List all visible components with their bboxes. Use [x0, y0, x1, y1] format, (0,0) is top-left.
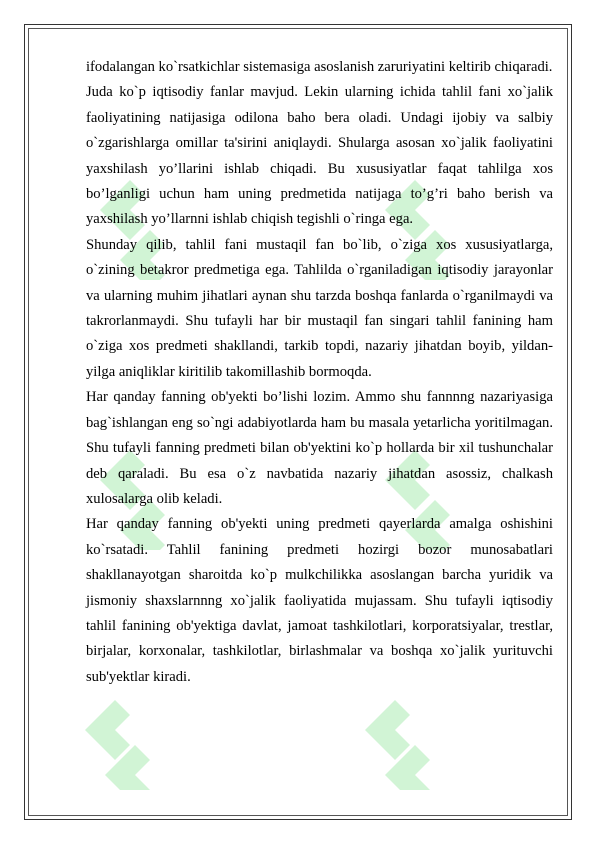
paragraph-1: ifodalangan ko`rsatkichlar sistemasiga asoslanish zaruriyatini keltirib chiqaradi.: [86, 59, 553, 75]
paragraph-4: Har qanday fanning ob'yekti bo’lishi lozim. Ammo shu fannnng nazariyasiga bag`ishlangan eng so`ngi adabiyotlarda ham bu masala yetarlicha yoritilmagan. Shu tufayli fanning predmeti bilan ob'yektini ko`p hollarda bir xil tushunchalar deb qaraladi. Bu esa o`z navbatida nazariy jihatdan asossiz, chalkash xulosalarga olib keladi.: [86, 389, 553, 507]
document-body: [86, 55, 553, 690]
paragraph-2: Juda ko`p iqtisodiy fanlar mavjud. Lekin ularning ichida tahlil fani xo`jalik faoliyatining natijasiga odilona baho bera oladi. Undagi ijobiy va salbiy o`zgarishlarga omillar ta'sirini aniqlaydi. Shularga asosan xo`jalik faoliyatini yaxshilash yo’llarini ishlab chiqadi. Bu xususiyatlar faqat tahlilga xos bo’lganligi uchun ham uning predmetida natijaga to’g’ri baho berish va yaxshilash yo’llarnni ishlab chiqish tegishli o`ringa ega.: [86, 84, 553, 228]
paragraph-3: Shunday qilib, tahlil fani mustaqil fan bo`lib, o`ziga xos xususiyatlarga, o`zining betakror predmetiga ega. Tahlilda o`rganiladigan iqtisodiy jarayonlar va ularning muhim jihatlari aynan shu tarzda boshqa fanlarda o`rganilmaydi va takrorlanmaydi. Shu tufayli har bir mustaqil fan singari tahlil fanining ham o`ziga xos predmeti shakllandi, tarkib topdi, nazariy jihatdan boyib, yildan-yilga aniqliklar kiritilib takomillashib bormoqda.: [86, 236, 553, 380]
paragraph-5: Har qanday fanning ob'yekti uning predmeti qayerlarda amalga oshishini ko`rsatadi. Tahlil fanining predmeti hozirgi bozor munosabatlari shakllanayotgan sharoitda ko`p mulkchilikka asoslangan barcha yuridik va jismoniy shaxslarnnng xo`jalik faoliyatida mujassam. Shu tufayli iqtisodiy tahlil fanining ob'yektiga davlat, jamoat tashkilotlari, korporatsiyalar, trestlar, birjalar, korxonalar, tashkilotlar, birlashmalar va boshqa xo`jalik yurituvchi sub'yektlar kiradi.: [86, 516, 553, 685]
